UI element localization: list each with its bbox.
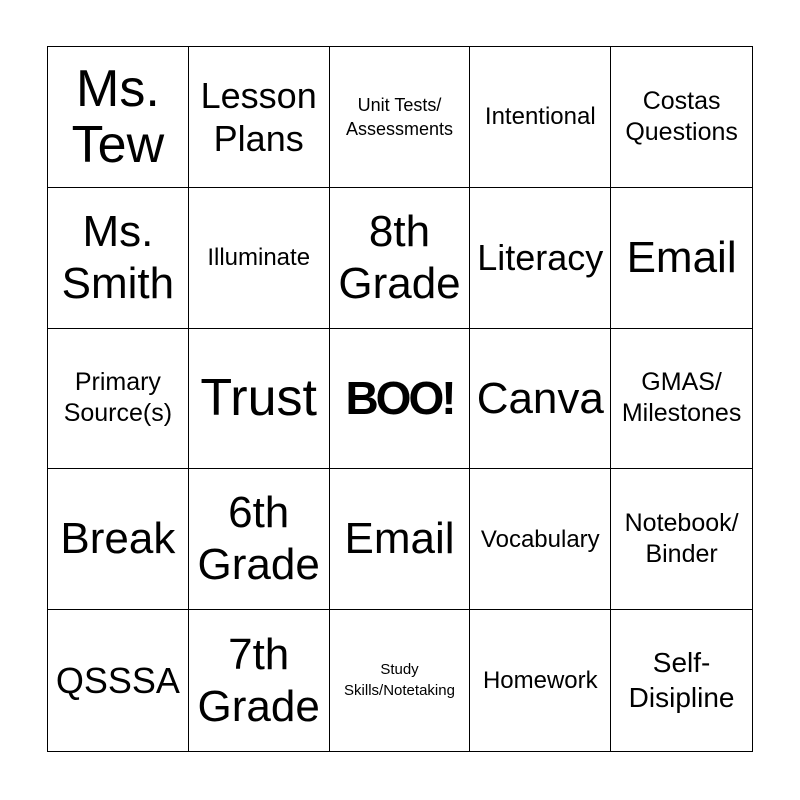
bingo-cell-r4c1[interactable] (48, 469, 189, 610)
bingo-cell-r3c2[interactable] (189, 329, 330, 470)
bingo-cell-r5c1[interactable] (48, 610, 189, 751)
bingo-cell-r4c3[interactable] (330, 469, 471, 610)
bingo-cell-r2c1[interactable] (48, 188, 189, 329)
cell-label: Notebook/ Binder (624, 509, 739, 569)
bingo-board (47, 46, 753, 752)
cell-label: 7th Grade (197, 629, 320, 731)
bingo-cell-r2c2[interactable] (189, 188, 330, 329)
cell-label: Illuminate (207, 244, 311, 272)
cell-label: Study Skills/Notetaking (344, 661, 455, 699)
bingo-cell-r2c4[interactable] (470, 188, 611, 329)
bingo-cell-r5c4[interactable] (470, 610, 611, 751)
cell-label: Costas Questions (625, 86, 738, 146)
free-space-label: BOO! (345, 372, 454, 425)
cell-label: Ms. Tew (71, 59, 165, 174)
bingo-cell-r3c5[interactable] (611, 329, 752, 470)
cell-label: Break (60, 514, 176, 564)
bingo-cell-r5c3[interactable] (330, 610, 471, 751)
cell-label: Ms. Smith (61, 206, 175, 308)
bingo-cell-r1c2[interactable] (189, 47, 330, 188)
cell-label: Self- Disipline (628, 647, 735, 713)
cell-label: Homework (482, 667, 598, 694)
bingo-cell-r2c3[interactable] (330, 188, 471, 329)
cell-label: Primary Source(s) (63, 368, 173, 428)
cell-label: Canva (476, 373, 604, 423)
bingo-cell-r1c4[interactable] (470, 47, 611, 188)
cell-label: 6th Grade (197, 488, 320, 590)
bingo-cell-r4c4[interactable] (470, 469, 611, 610)
bingo-cell-r5c2[interactable] (189, 610, 330, 751)
cell-label: Vocabulary (480, 525, 600, 553)
cell-label: Literacy (477, 237, 604, 279)
bingo-cell-r2c5[interactable] (611, 188, 752, 329)
cell-label: Unit Tests/ Assessments (345, 94, 454, 139)
bingo-cell-r4c2[interactable] (189, 469, 330, 610)
cell-label: Intentional (484, 103, 596, 131)
bingo-cell-r1c5[interactable] (611, 47, 752, 188)
cell-label: Email (626, 232, 737, 282)
cell-label: Trust (200, 369, 317, 428)
bingo-cell-r5c5[interactable] (611, 610, 752, 751)
cell-label: Email (344, 514, 455, 564)
cell-label: QSSSA (55, 660, 180, 701)
cell-label: 8th Grade (338, 206, 461, 308)
bingo-free-space[interactable] (330, 329, 471, 470)
bingo-cell-r1c3[interactable] (330, 47, 471, 188)
cell-label: Lesson Plans (200, 74, 317, 159)
bingo-cell-r3c4[interactable] (470, 329, 611, 470)
bingo-cell-r1c1[interactable] (48, 47, 189, 188)
cell-label: GMAS/ Milestones (621, 368, 742, 428)
bingo-cell-r3c1[interactable] (48, 329, 189, 470)
bingo-cell-r4c5[interactable] (611, 469, 752, 610)
